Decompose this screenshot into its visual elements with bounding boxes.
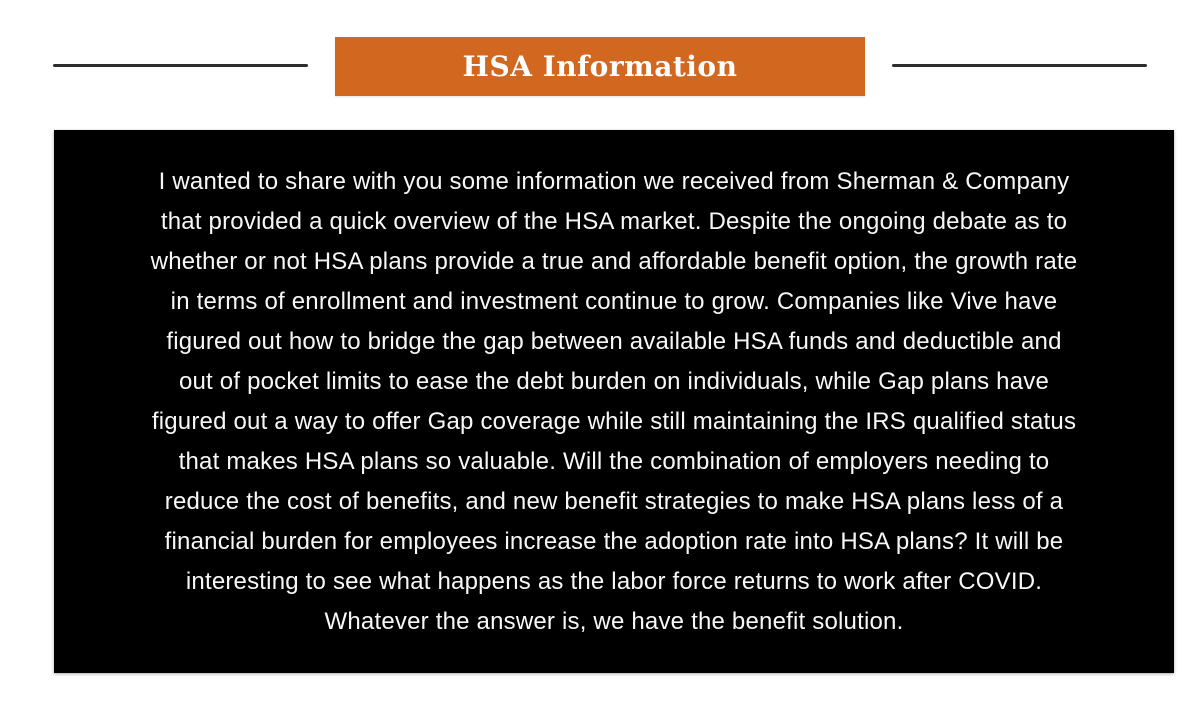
paragraph-line: financial burden for employees increase the adoption rate into HSA plans? It will be	[164, 527, 1064, 555]
paragraph-line: that makes HSA plans so valuable. Will the combination of employers needing to	[178, 447, 1050, 475]
paragraph-line: Whatever the answer is, we have the benefit solution.	[324, 607, 904, 635]
info-panel	[54, 130, 1174, 673]
paragraph-line: interesting to see what happens as the labor force returns to work after COVID.	[185, 567, 1043, 595]
paragraph-line: in terms of enrollment and investment continue to grow. Companies like Vive have	[170, 287, 1058, 315]
left-divider-line	[53, 64, 308, 67]
paragraph-line: figured out how to bridge the gap between available HSA funds and deductible and	[166, 327, 1062, 355]
paragraph-line: figured out a way to offer Gap coverage while still maintaining the IRS qualified status	[151, 407, 1077, 435]
paragraph-line: that provided a quick overview of the HSA market. Despite the ongoing debate as to	[160, 207, 1068, 235]
title-banner	[335, 37, 865, 96]
right-divider-line	[892, 64, 1147, 67]
paragraph-line: out of pocket limits to ease the debt burden on individuals, while Gap plans have	[178, 367, 1050, 395]
page-title: HSA Information	[462, 50, 738, 83]
paragraph-line: I wanted to share with you some information we received from Sherman & Company	[158, 167, 1070, 195]
paragraph-line: reduce the cost of benefits, and new benefit strategies to make HSA plans less of a	[164, 487, 1064, 515]
paragraph-line: whether or not HSA plans provide a true and affordable benefit option, the growth rate	[150, 247, 1078, 275]
